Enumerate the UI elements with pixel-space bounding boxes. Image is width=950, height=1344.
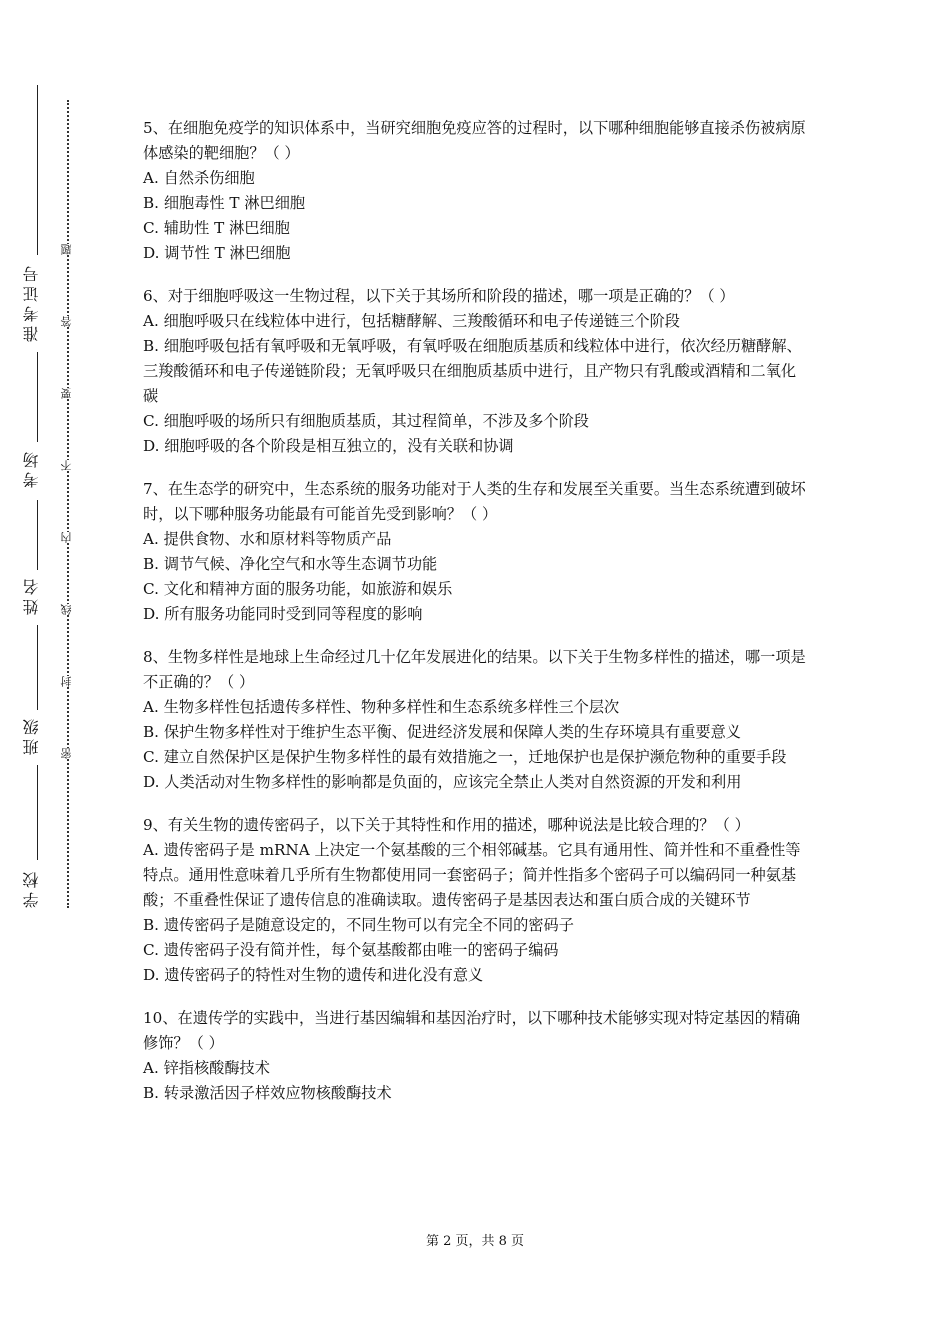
seal-dotted-line [67,100,69,908]
option-a: A. 自然杀伤细胞 [143,169,255,187]
seal-char: 题 [60,244,76,255]
question-10 [143,1006,809,1106]
option-b: B. 调节气候、净化空气和水等生态调节功能 [143,555,438,573]
question-6 [143,284,809,459]
option-c: C. 文化和精神方面的服务功能，如旅游和娱乐 [143,580,453,598]
seal-char: 内 [60,532,76,543]
page-number: 第 2 页，共 8 页 [425,1234,525,1249]
question-8 [143,645,809,795]
option-b: B. 转录激活因子样效应物核酸酶技术 [143,1084,392,1102]
option-d: D. 调节性 T 淋巴细胞 [143,244,291,262]
question-stem: 6、对于细胞呼吸这一生物过程，以下关于其场所和阶段的描述，哪一项是正确的？（ ） [143,287,735,305]
option-a: A. 锌指核酸酶技术 [143,1059,270,1077]
seal-char: 要 [60,388,76,399]
question-9 [143,813,809,988]
exam-id-label: 准考证号 [22,262,41,342]
margin-underline [37,352,38,442]
option-d: D. 细胞呼吸的各个阶段是相互独立的，没有关联和协调 [143,437,514,455]
option-a: A. 提供食物、水和原材料等物质产品 [143,530,392,548]
seal-char: 不 [60,460,76,471]
option-b: B. 保护生物多样性对于维护生态平衡、促进经济发展和保障人类的生存环境具有重要意义 [143,723,741,741]
name-label: 姓名 [22,575,41,615]
option-c: C. 辅助性 T 淋巴细胞 [143,219,290,237]
option-a: A. 细胞呼吸只在线粒体中进行，包括糖酵解、三羧酸循环和电子传递链三个阶段 [143,312,680,330]
option-d: D. 所有服务功能同时受到同等程度的影响 [143,605,423,623]
option-d: D. 人类活动对生物多样性的影响都是负面的，应该完全禁止人类对自然资源的开发和利用 [143,773,742,791]
option-b: B. 遗传密码子是随意设定的，不同生物可以有完全不同的密码子 [143,916,574,934]
margin-underline [37,500,38,570]
class-label: 班级 [22,715,41,755]
question-stem: 10、在遗传学的实践中，当进行基因编辑和基因治疗时，以下哪种技术能够实现对特定基因的精确修饰？（ ） [143,1009,801,1052]
option-b: B. 细胞毒性 T 淋巴细胞 [143,194,306,212]
option-a: A. 遗传密码子是 mRNA 上决定一个氨基酸的三个相邻碱基。它具有通用性、简并性和不重叠性等特点。通用性意味着几乎所有生物都使用同一套密码子；简并性指多个密码子可以编码同一种氨基酸；不重叠性保证了遗传信息的准确读取。遗传密码子是基因表达和蛋白质合成的关键环节 [143,841,801,909]
question-list [143,116,809,1124]
option-c: C. 建立自然保护区是保护生物多样性的最有效措施之一，迁地保护也是保护濒危物种的重要手段 [143,748,787,766]
seal-char: 线 [60,604,76,615]
exam-room-label: 考场 [22,448,41,488]
seal-char: 答 [60,316,76,327]
option-d: D. 遗传密码子的特性对生物的遗传和进化没有意义 [143,966,484,984]
margin-underline [37,625,38,710]
question-7 [143,477,809,627]
question-stem: 5、在细胞免疫学的知识体系中，当研究细胞免疫应答的过程时，以下哪种细胞能够直接杀伤被病原体感染的靶细胞？（ ） [143,119,806,162]
option-c: C. 遗传密码子没有简并性，每个氨基酸都由唯一的密码子编码 [143,941,559,959]
school-label: 学校 [22,868,41,908]
seal-char: 密 [60,748,76,759]
option-c: C. 细胞呼吸的场所只有细胞质基质，其过程简单，不涉及多个阶段 [143,412,589,430]
option-b: B. 细胞呼吸包括有氧呼吸和无氧呼吸，有氧呼吸在细胞质基质和线粒体中进行，依次经历糖酵解、三羧酸循环和电子传递链阶段；无氧呼吸只在细胞质基质中进行，且产物只有乳酸或酒精和二氧化碳 [143,337,802,405]
question-stem: 7、在生态学的研究中，生态系统的服务功能对于人类的生存和发展至关重要。当生态系统遭到破坏时，以下哪种服务功能最有可能首先受到影响？（ ） [143,480,806,523]
question-stem: 8、生物多样性是地球上生命经过几十亿年发展进化的结果。以下关于生物多样性的描述，哪一项是不正确的？（ ） [143,648,806,691]
margin-underline [37,85,38,255]
question-stem: 9、有关生物的遗传密码子，以下关于其特性和作用的描述，哪种说法是比较合理的？（ ） [143,816,750,834]
seal-char: 封 [60,676,76,687]
question-5 [143,116,809,266]
option-a: A. 生物多样性包括遗传多样性、物种多样性和生态系统多样性三个层次 [143,698,620,716]
margin-underline [37,765,38,860]
